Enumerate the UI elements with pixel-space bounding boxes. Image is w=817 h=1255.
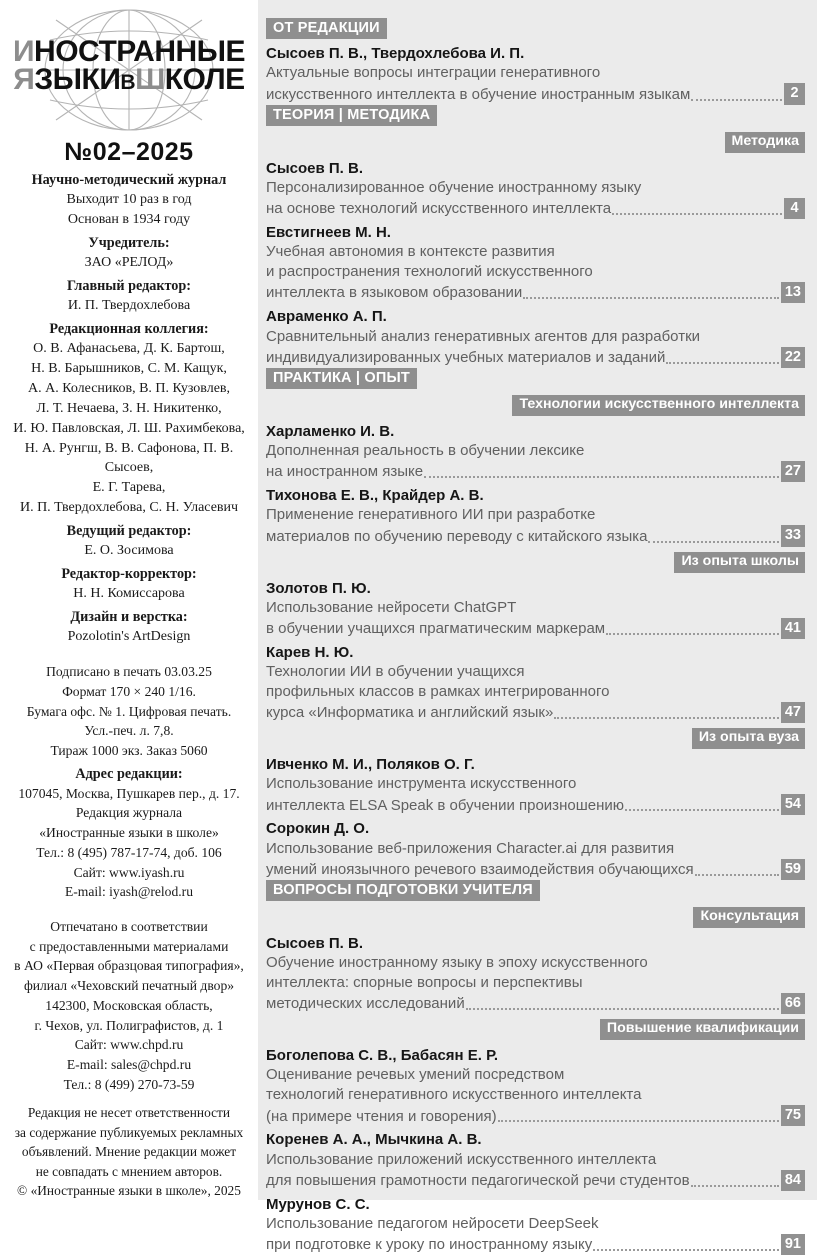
toc-entry-title-line: интеллекта: спорные вопросы и перспективы (266, 974, 583, 992)
design-label: Дизайн и верстка: (70, 609, 188, 626)
toc-leader-dots (606, 622, 779, 635)
toc-leader-dots (523, 286, 779, 299)
toc-entry-title-line: Использование педагогом нейросети DeepSeek (266, 1214, 599, 1232)
board-line: Е. Г. Тарева, (92, 480, 166, 496)
toc-page-number[interactable]: 4 (784, 198, 805, 219)
table-of-contents (258, 0, 817, 1254)
toc-entry[interactable] (266, 1126, 805, 1190)
toc-entry[interactable] (266, 40, 805, 104)
toc-entry-title-last-line (266, 794, 805, 815)
design-value: Pozolotin's ArtDesign (67, 629, 191, 645)
print-line: Подписано в печать 03.03.25 (46, 664, 212, 680)
managing-editor-value: Е. О. Зосимова (84, 543, 174, 559)
toc-entry-title-line: профильных классов в рамках интегрированного (266, 683, 610, 700)
logo-line-1 (10, 35, 248, 68)
toc-leader-dots (554, 706, 779, 719)
toc-page-number[interactable]: 84 (781, 1170, 805, 1191)
toc-page-number[interactable]: 54 (781, 794, 805, 815)
journal-logo (10, 8, 248, 132)
toc-entry-title-last-line (266, 282, 805, 303)
toc-entry-title-text: интеллекта в языковом образовании (266, 284, 523, 302)
journal-frequency: Выходит 10 раз в год (66, 192, 192, 208)
toc-leader-dots (625, 798, 779, 811)
toc-entry-title-text: умений иноязычного речевого взаимодействия обучающихся (266, 860, 694, 878)
toc-entry-title-last-line (266, 1105, 805, 1126)
toc-entry-authors: Боголепова С. В., Бабасян Е. Р. (266, 1047, 499, 1065)
toc-entry-title-last-line (266, 1170, 805, 1191)
toc-entry-title-text: в обучении учащихся прагматическим маркерам (266, 619, 606, 637)
toc-entry-title-text: на иностранном языке (266, 463, 424, 481)
toc-entry-authors: Золотов П. Ю. (266, 579, 371, 597)
toc-subsection-header: Методика (725, 132, 805, 153)
printer-line: в АО «Первая образцовая типография», (14, 958, 244, 974)
toc-entry[interactable] (266, 1191, 805, 1255)
board-line: А. А. Колесников, В. П. Кузовлев, (27, 380, 231, 396)
toc-entry-title-line: Обучение иностранному языку в эпоху искусственного (266, 954, 648, 972)
toc-subsection-row (264, 132, 805, 153)
imprint-sidebar (0, 0, 258, 1200)
toc-entry-title-line: Использование веб-приложения Character.ai для развития (266, 839, 675, 857)
print-line: Бумага офс. № 1. Цифровая печать. (26, 703, 232, 719)
copyright-line: © «Иностранные языки в школе», 2025 (17, 1183, 241, 1199)
toc-entry-title-text: интеллекта ELSA Speak в обучении произношению (266, 796, 624, 814)
toc-entry[interactable] (266, 751, 805, 815)
toc-entry-authors: Евстигнеев М. Н. (266, 224, 391, 242)
toc-entry-authors: Сысоев П. В. (266, 159, 363, 177)
toc-section-header: ВОПРОСЫ ПОДГОТОВКИ УЧИТЕЛЯ (266, 880, 540, 901)
disclaimer-line: за содержание публикуемых рекламных (14, 1124, 244, 1140)
toc-page-number[interactable]: 91 (781, 1234, 805, 1255)
editor-label: Главный редактор: (66, 277, 192, 294)
founder-value: ЗАО «РЕЛОД» (84, 255, 174, 271)
journal-founded: Основан в 1934 году (67, 212, 191, 228)
toc-entry[interactable] (266, 418, 805, 482)
address-line: Редакция журнала (75, 805, 183, 821)
toc-entry-title-last-line (266, 461, 805, 482)
address-line: 107045, Москва, Пушкарев пер., д. 17. (18, 785, 240, 801)
founder-label: Учредитель: (88, 234, 170, 251)
journal-subtitle: Научно-методический журнал (31, 172, 227, 188)
managing-editor-label: Ведущий редактор: (66, 523, 192, 539)
toc-section-header: ТЕОРИЯ | МЕТОДИКА (266, 105, 437, 126)
toc-entry-title-line: Дополненная реальность в обучении лексике (266, 442, 585, 460)
printer-line: филиал «Чеховский печатный двор» (23, 978, 235, 994)
toc-entry-title-line: Использование приложений искусственного интеллекта (266, 1150, 657, 1168)
toc-entry[interactable] (266, 815, 805, 879)
logo-letter-ya: Я (13, 63, 35, 97)
toc-entry-title-line: Использование нейросети ChatGPT (266, 598, 517, 616)
toc-entry-title-line: Сравнительный анализ генеративных агентов для разработки (266, 327, 701, 345)
toc-entry[interactable] (266, 303, 805, 367)
toc-entry-authors: Сысоев П. В. (266, 934, 363, 952)
toc-leader-dots (666, 351, 779, 364)
toc-entry-authors: Тихонова Е. В., Крайдер А. В. (266, 487, 484, 505)
toc-leader-dots (691, 1174, 779, 1187)
toc-subsection-header: Повышение квалификации (600, 1019, 805, 1040)
board-line: И. Ю. Павловская, Л. Ш. Рахимбекова, (13, 420, 245, 436)
disclaimer-line: не совпадать с мнением авторов. (35, 1163, 223, 1179)
toc-page-number[interactable]: 27 (781, 461, 805, 482)
printer-line: г. Чехов, ул. Полиграфистов, д. 1 (34, 1017, 224, 1033)
toc-entry-title-line: Оценивание речевых умений посредством (266, 1066, 565, 1084)
toc-entry-authors: Сысоев П. В., Твердохлебова И. П. (266, 45, 525, 63)
toc-entry[interactable] (266, 219, 805, 303)
proofreader-value: Н. Н. Комиссарова (73, 586, 185, 602)
logo-letter-i: И (12, 35, 35, 68)
logo-line-2-small: В (120, 71, 136, 95)
toc-entry-title-text: индивидуализированных учебных материалов и заданий (266, 348, 666, 366)
toc-entry-title-line: Использование инструмента искусственного (266, 775, 577, 793)
toc-entry-title-line: и распространения технологий искусственного (266, 263, 593, 281)
disclaimer-line: объявлений. Мнение редакции может (21, 1144, 237, 1160)
logo-line-1-rest: НОСТРАННЫЕ (34, 35, 246, 68)
issue-number: №02–2025 (64, 138, 194, 166)
toc-entry-title-line: Применение генеративного ИИ при разработке (266, 506, 596, 524)
toc-entry-title-last-line (266, 83, 805, 104)
toc-entry-title-last-line (266, 993, 805, 1014)
print-details (10, 662, 248, 761)
toc-entry[interactable] (266, 482, 805, 546)
editorial-address (10, 784, 248, 902)
printer-email[interactable]: E-mail: sales@chpd.ru (66, 1056, 192, 1072)
printer-phone: Тел.: 8 (499) 270-73-59 (63, 1076, 195, 1092)
toc-page-number[interactable]: 47 (781, 702, 805, 723)
toc-entry-title-last-line (266, 702, 805, 723)
editor-value: И. П. Твердохлебова (67, 298, 191, 314)
toc-subsection-row (264, 552, 805, 573)
toc-page-number[interactable]: 22 (781, 347, 805, 368)
toc-entry-title-text: на основе технологий искусственного интеллекта (266, 200, 612, 218)
toc-subsection-header: Консультация (693, 907, 805, 928)
toc-page-number[interactable]: 13 (781, 282, 805, 303)
address-label: Адрес редакции: (75, 765, 183, 782)
toc-leader-dots (466, 997, 779, 1010)
toc-subsection-header: Технологии искусственного интеллекта (512, 395, 805, 416)
printer-details (10, 917, 248, 1094)
toc-entry-title-line: технологий генеративного искусственного интеллекта (266, 1086, 642, 1104)
toc-entry-title-text: (на примере чтения и говорения) (266, 1107, 497, 1125)
toc-entry-title-last-line (266, 198, 805, 219)
toc-entry-title-line: Технологии ИИ в обучении учащихся (266, 663, 525, 681)
toc-entry-title-line: Учебная автономия в контексте развития (266, 243, 555, 261)
printer-website[interactable]: Сайт: www.chpd.ru (74, 1037, 184, 1053)
disclaimer (10, 1103, 248, 1200)
board-line: О. В. Афанасьева, Д. К. Бартош, (33, 341, 225, 357)
toc-entry-title-last-line (266, 1234, 805, 1255)
toc-entry-title-text: методических исследований (266, 995, 465, 1013)
toc-leader-dots (612, 202, 782, 215)
toc-entry-title-last-line (266, 859, 805, 880)
toc-subsection-row (264, 1019, 805, 1040)
toc-leader-dots (648, 530, 778, 543)
disclaimer-line: Редакция не несет ответственности (27, 1105, 231, 1121)
toc-page-number[interactable]: 59 (781, 859, 805, 880)
toc-leader-dots (593, 1238, 779, 1251)
board-line: Н. А. Рунгш, В. В. Сафонова, П. В. Сысоев, (24, 440, 234, 476)
logo-line-2-rest: КОЛЕ (164, 63, 245, 97)
toc-entry-authors: Коренев А. А., Мычкина А. В. (266, 1131, 482, 1149)
toc-entry[interactable] (266, 575, 805, 639)
toc-entry-title-text: при подготовке к уроку по иностранному языку (266, 1236, 593, 1254)
journal-logo-text (10, 35, 248, 97)
toc-leader-dots (695, 863, 779, 876)
board-line: Л. Т. Нечаева, З. Н. Никитенко, (36, 400, 222, 416)
logo-line-2 (10, 63, 248, 97)
toc-entry-authors: Сорокин Д. О. (266, 820, 370, 838)
toc-subsection-header: Из опыта вуза (692, 728, 805, 749)
toc-section-header: ОТ РЕДАКЦИИ (266, 18, 387, 39)
toc-entry[interactable] (266, 1042, 805, 1126)
print-line: Тираж 1000 экз. Заказ 5060 (50, 742, 208, 758)
printer-line: Отпечатано в соответствии (50, 918, 208, 934)
toc-entry-authors: Карев Н. Ю. (266, 643, 354, 661)
toc-entry-title-last-line (266, 525, 805, 546)
toc-leader-dots (424, 465, 779, 478)
address-phone: Тел.: 8 (495) 787-17-74, доб. 106 (36, 844, 222, 860)
toc-page-number[interactable]: 75 (781, 1105, 805, 1126)
editorial-board-list (10, 339, 248, 518)
toc-entry-title-line: Актуальные вопросы интеграции генеративного (266, 64, 601, 82)
toc-subsection-row (264, 907, 805, 928)
printer-line: 142300, Московская область, (45, 997, 213, 1013)
printer-line: с предоставленными материалами (29, 938, 229, 954)
toc-subsection-row (264, 728, 805, 749)
logo-letter-sha: Ш (135, 63, 165, 97)
toc-page-number[interactable]: 2 (784, 83, 805, 104)
toc-entry-authors: Мурунов С. С. (266, 1195, 370, 1213)
board-line: Н. В. Барышников, С. М. Кащук, (31, 361, 227, 376)
toc-section-header: ПРАКТИКА | ОПЫТ (266, 368, 417, 389)
toc-entry[interactable] (266, 930, 805, 1014)
toc-entry-title-text: искусственного интеллекта в обучение иностранным языкам (266, 85, 691, 103)
toc-entry-authors: Ивченко М. И., Поляков О. Г. (266, 756, 475, 774)
toc-page-number[interactable]: 41 (781, 618, 805, 639)
toc-subsection-row (264, 395, 805, 416)
board-line: И. П. Твердохлебова, С. Н. Уласевич (19, 500, 239, 516)
address-email[interactable]: E-mail: iyash@relod.ru (64, 884, 194, 900)
address-website[interactable]: Сайт: www.iyash.ru (73, 864, 185, 880)
print-line: Усл.-печ. л. 7,8. (84, 723, 174, 739)
toc-leader-dots (691, 88, 782, 101)
proofreader-label: Редактор-корректор: (61, 566, 197, 583)
board-label: Редакционная коллегия: (49, 320, 209, 337)
logo-line-2-mid: ЗЫКИ (34, 63, 121, 97)
toc-entry[interactable] (266, 155, 805, 219)
toc-entry-title-text: материалов по обучению переводу с китайского языка (266, 527, 648, 545)
toc-subsection-header: Из опыта школы (674, 552, 805, 573)
toc-entry-title-line: Персонализированное обучение иностранному языку (266, 178, 642, 196)
toc-leader-dots (498, 1109, 779, 1122)
print-line: Формат 170 × 240 1/16. (62, 683, 196, 699)
toc-entry-title-text: курса «Информатика и английский язык» (266, 704, 554, 722)
toc-page-number[interactable]: 66 (781, 993, 805, 1014)
address-line: «Иностранные языки в школе» (39, 825, 219, 841)
toc-entry-title-text: для повышения грамотности педагогической речи студентов (266, 1171, 690, 1189)
toc-entry-title-last-line (266, 618, 805, 639)
toc-entry[interactable] (266, 639, 805, 723)
toc-entry-authors: Авраменко А. П. (266, 308, 387, 326)
toc-entry-title-last-line (266, 347, 805, 368)
toc-entry-authors: Харламенко И. В. (266, 422, 395, 440)
toc-page-number[interactable]: 33 (781, 525, 805, 546)
